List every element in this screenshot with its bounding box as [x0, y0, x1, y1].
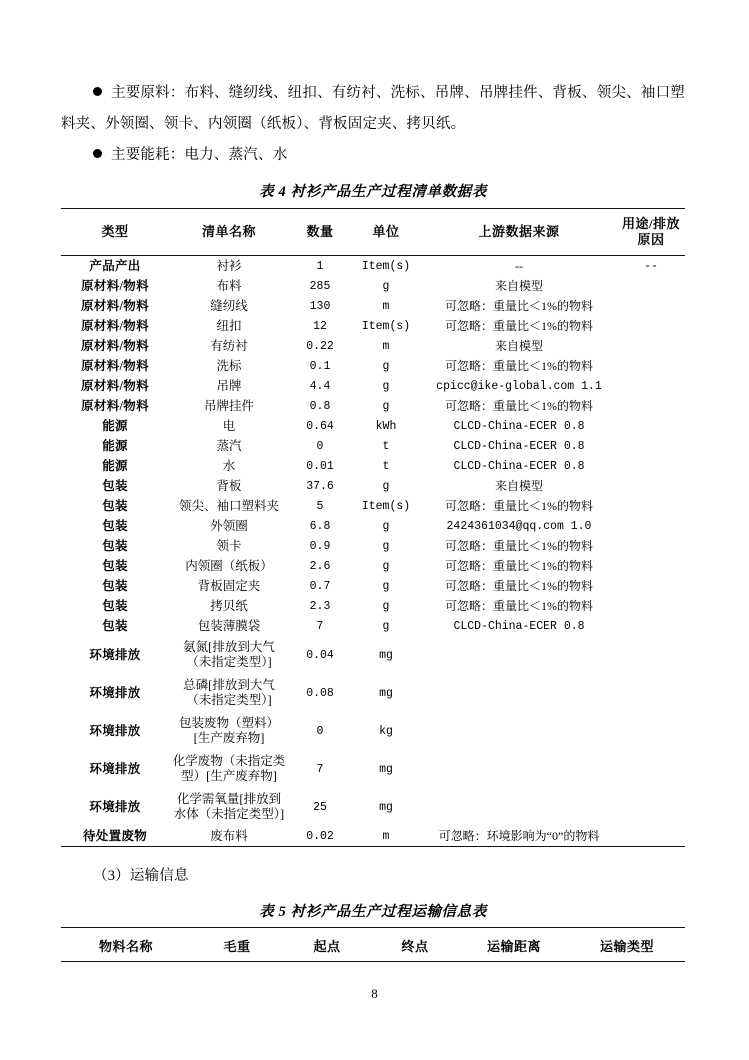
cell-source	[421, 712, 617, 750]
cell-inventory-name: 水	[222, 458, 236, 473]
cell-unit: mg	[379, 648, 393, 662]
cell-type: 包装	[102, 538, 128, 553]
cell-quantity: 0	[316, 724, 324, 738]
cell-quantity: 0.9	[309, 539, 331, 553]
cell-quantity: 0.7	[309, 579, 331, 593]
cell-unit: m	[382, 299, 390, 313]
cell-inventory-name: 化学废物（未指定类型）[生产废弃物]	[172, 754, 286, 783]
table-row	[61, 376, 685, 396]
cell-quantity: 6.8	[309, 519, 331, 533]
cell-unit: m	[382, 339, 390, 353]
cell-unit: kWh	[375, 419, 397, 433]
cell-source: 可忽略：重量比＜1%的物料	[445, 398, 593, 413]
cell-unit: g	[382, 519, 390, 533]
cell-unit: g	[382, 279, 390, 293]
table-row	[61, 826, 685, 847]
table-row	[61, 750, 685, 788]
header-source: 上游数据来源	[478, 224, 560, 239]
cell-source: 来自模型	[494, 278, 543, 293]
cell-type: 能源	[102, 458, 128, 473]
table5-header-4: 运输距离	[486, 939, 541, 954]
cell-usage-reason	[617, 516, 685, 536]
cell-source: 可忽略：重量比＜1%的物料	[445, 598, 593, 613]
table5-header-row	[61, 930, 685, 962]
table-row	[61, 616, 685, 636]
table-row	[61, 296, 685, 316]
rule-line	[61, 847, 685, 848]
transport-info-table	[61, 927, 685, 964]
cell-type: 环境排放	[89, 723, 141, 738]
cell-inventory-name: 蒸汽	[216, 438, 242, 453]
table-row	[61, 316, 685, 336]
cell-type: 包装	[102, 478, 128, 493]
cell-unit: t	[382, 439, 390, 453]
cell-unit: g	[382, 599, 390, 613]
cell-type: 能源	[102, 418, 128, 433]
cell-usage-reason	[617, 316, 685, 336]
cell-usage-reason	[617, 596, 685, 616]
cell-inventory-name: 电	[222, 418, 236, 433]
cell-quantity: 2.6	[309, 559, 331, 573]
cell-unit: m	[382, 829, 390, 843]
table-row	[61, 256, 685, 276]
cell-source: cpicc@ike-global.com 1.1	[436, 379, 602, 393]
section-label-transport: （3）运输信息	[93, 868, 189, 884]
cell-quantity: 7	[316, 762, 324, 776]
cell-usage-reason	[617, 416, 685, 436]
bullet-text-materials: 主要原料：布料、缝纫线、纽扣、有纺衬、洗标、吊牌、吊牌挂件、背板、领尖、袖口塑料夹、外领圈、领卡、内领圈（纸板）、背板固定夹、拷贝纸。	[61, 85, 685, 132]
cell-usage-reason	[617, 826, 685, 847]
cell-type: 原材料/物料	[81, 278, 149, 293]
cell-type: 包装	[102, 518, 128, 533]
cell-inventory-name: 吊牌	[216, 378, 242, 393]
cell-source: 可忽略：环境影响为“0”的物料	[438, 828, 600, 843]
bullet-dot-icon	[93, 149, 102, 158]
cell-usage-reason	[617, 536, 685, 556]
table-row	[61, 636, 685, 674]
rule-line	[61, 962, 685, 965]
cell-usage-reason	[617, 396, 685, 416]
cell-inventory-name: 废布料	[210, 828, 248, 843]
cell-source: 可忽略：重量比＜1%的物料	[445, 538, 593, 553]
cell-type: 原材料/物料	[81, 378, 149, 393]
cell-inventory-name: 吊牌挂件	[203, 398, 254, 413]
cell-quantity: 0.1	[309, 359, 331, 373]
cell-source: 可忽略：重量比＜1%的物料	[445, 318, 593, 333]
bullet-dot-icon	[93, 87, 102, 96]
cell-usage-reason	[617, 436, 685, 456]
table-row	[61, 356, 685, 376]
cell-unit: g	[382, 559, 390, 573]
page-number: 8	[371, 986, 378, 1001]
cell-quantity: 0.8	[309, 399, 331, 413]
cell-quantity: 0.01	[306, 459, 334, 473]
cell-usage-reason	[617, 636, 685, 674]
table5-head	[61, 928, 685, 965]
cell-unit: mg	[379, 762, 393, 776]
cell-quantity: 0.02	[306, 829, 334, 843]
cell-quantity: 2.3	[309, 599, 331, 613]
cell-type: 待处置废物	[82, 828, 147, 843]
table-row	[61, 336, 685, 356]
cell-inventory-name: 化学需氧量[排放到水体（未指定类型）]	[173, 792, 285, 821]
cell-unit: g	[382, 619, 390, 633]
cell-inventory-name: 纽扣	[216, 318, 242, 333]
table4-header-row	[61, 209, 685, 256]
cell-type: 包装	[102, 598, 128, 613]
cell-source: 可忽略：重量比＜1%的物料	[445, 298, 593, 313]
cell-source	[421, 636, 617, 674]
table4-caption: 表 4 衬衫产品生产过程清单数据表	[259, 184, 487, 200]
cell-inventory-name: 布料	[216, 278, 242, 293]
table5-header-1: 毛重	[223, 939, 251, 954]
cell-quantity: 4.4	[309, 379, 331, 393]
inventory-data-table	[61, 208, 685, 847]
header-usage-reason	[617, 209, 685, 256]
table-row	[61, 576, 685, 596]
cell-type: 包装	[102, 498, 128, 513]
page-content	[61, 78, 685, 964]
cell-inventory-name: 衬衫	[216, 258, 242, 273]
cell-type: 产品产出	[89, 258, 141, 273]
cell-quantity: 0.04	[306, 648, 334, 662]
cell-source	[421, 674, 617, 712]
cell-unit: mg	[379, 800, 393, 814]
cell-unit: g	[382, 479, 390, 493]
cell-unit: g	[382, 379, 390, 393]
cell-unit: mg	[379, 686, 393, 700]
table5-header-2: 起点	[313, 939, 341, 954]
cell-inventory-name: 背板	[216, 478, 242, 493]
cell-usage-reason	[617, 750, 685, 788]
cell-source: CLCD-China-ECER 0.8	[453, 619, 585, 633]
cell-inventory-name: 包装薄膜袋	[197, 618, 261, 633]
cell-quantity: 12	[313, 319, 327, 333]
cell-source: 可忽略：重量比＜1%的物料	[445, 558, 593, 573]
table-row	[61, 516, 685, 536]
cell-type: 原材料/物料	[81, 338, 149, 353]
cell-unit: g	[382, 539, 390, 553]
cell-usage-reason	[617, 616, 685, 636]
table5-header-0: 物料名称	[98, 939, 153, 954]
cell-inventory-name: 背板固定夹	[197, 578, 261, 593]
table-row	[61, 596, 685, 616]
cell-unit: t	[382, 459, 390, 473]
cell-type: 环境排放	[89, 685, 141, 700]
cell-quantity: 37.6	[306, 479, 334, 493]
cell-source: 来自模型	[494, 478, 543, 493]
header-name: 清单名称	[201, 224, 256, 239]
table4-body	[61, 256, 685, 847]
table5-header-rule	[61, 962, 685, 965]
table-row	[61, 396, 685, 416]
table-row	[61, 556, 685, 576]
header-quantity: 数量	[306, 224, 334, 239]
header-type: 类型	[101, 224, 129, 239]
cell-quantity: 130	[309, 299, 331, 313]
cell-unit: g	[382, 579, 390, 593]
cell-source	[421, 788, 617, 826]
cell-inventory-name: 内领圈（纸板）	[185, 558, 273, 573]
cell-type: 环境排放	[89, 799, 141, 814]
cell-source: 来自模型	[494, 338, 543, 353]
cell-source: CLCD-China-ECER 0.8	[453, 419, 585, 433]
cell-unit: kg	[379, 724, 393, 738]
cell-inventory-name: 氨氮[排放到大气（未指定类型）]	[183, 640, 275, 669]
cell-type: 环境排放	[89, 761, 141, 776]
cell-usage-reason	[617, 336, 685, 356]
table-row	[61, 276, 685, 296]
cell-inventory-name: 总磷[排放到大气（未指定类型）]	[183, 678, 275, 707]
cell-source: 可忽略：重量比＜1%的物料	[445, 358, 593, 373]
cell-unit: Item(s)	[361, 259, 411, 273]
table-row	[61, 788, 685, 826]
bullet-paragraph-materials	[61, 78, 685, 140]
cell-usage-reason	[617, 674, 685, 712]
cell-unit: g	[382, 359, 390, 373]
table5-header-5: 运输类型	[600, 939, 655, 954]
cell-usage-reason	[617, 276, 685, 296]
header-usage-line1: 用途/排放	[621, 216, 681, 231]
cell-type: 能源	[102, 438, 128, 453]
cell-source	[421, 750, 617, 788]
cell-quantity: 0.22	[306, 339, 334, 353]
cell-source: 2424361034@qq.com 1.0	[446, 519, 592, 533]
cell-type: 包装	[102, 558, 128, 573]
cell-usage-reason	[617, 456, 685, 476]
cell-type: 包装	[102, 578, 128, 593]
cell-usage-reason	[617, 576, 685, 596]
cell-inventory-name: 有纺衬	[210, 338, 248, 353]
table4-foot	[61, 847, 685, 848]
table-row	[61, 436, 685, 456]
cell-quantity: 7	[316, 619, 324, 633]
cell-usage-reason	[617, 296, 685, 316]
cell-inventory-name: 领卡	[216, 538, 242, 553]
cell-usage-reason	[617, 376, 685, 396]
cell-quantity: 0	[316, 439, 324, 453]
cell-inventory-name: 领尖、袖口塑料夹	[178, 498, 279, 513]
cell-quantity: 25	[313, 800, 327, 814]
cell-usage-reason	[617, 788, 685, 826]
cell-usage-reason	[617, 496, 685, 516]
cell-quantity: 0.08	[306, 686, 334, 700]
table5-caption: 表 5 衬衫产品生产过程运输信息表	[259, 904, 487, 920]
cell-inventory-name: 缝纫线	[210, 298, 248, 313]
cell-usage-reason	[617, 712, 685, 750]
cell-type: 原材料/物料	[81, 298, 149, 313]
cell-unit: Item(s)	[361, 499, 411, 513]
cell-inventory-name: 拷贝纸	[210, 598, 248, 613]
cell-source: 可忽略：重量比＜1%的物料	[445, 498, 593, 513]
cell-quantity: 285	[309, 279, 331, 293]
bullet-paragraph-energy	[61, 140, 685, 171]
cell-unit: g	[382, 399, 390, 413]
table4-bottom-rule	[61, 847, 685, 848]
cell-type: 包装	[102, 618, 128, 633]
cell-type: 原材料/物料	[81, 358, 149, 373]
header-unit: 单位	[372, 224, 400, 239]
cell-usage-reason	[617, 356, 685, 376]
table-row	[61, 536, 685, 556]
cell-source: 可忽略：重量比＜1%的物料	[445, 578, 593, 593]
table-row	[61, 674, 685, 712]
table-row	[61, 456, 685, 476]
cell-unit: Item(s)	[361, 319, 411, 333]
cell-inventory-name: 包装废物（塑料）[生产废弃物]	[178, 716, 279, 745]
cell-type: 环境排放	[89, 647, 141, 662]
cell-type: 原材料/物料	[81, 398, 149, 413]
cell-usage-reason	[617, 556, 685, 576]
header-usage-line2: 原因	[637, 232, 665, 247]
table5-header-3: 终点	[401, 939, 429, 954]
cell-quantity: 5	[316, 499, 324, 513]
table4-head	[61, 209, 685, 257]
cell-usage-reason	[617, 476, 685, 496]
cell-inventory-name: 外领圈	[210, 518, 248, 533]
table-row	[61, 496, 685, 516]
cell-quantity: 0.64	[306, 419, 334, 433]
bullet-text-energy: 主要能耗：电力、蒸汽、水	[111, 147, 288, 163]
cell-source: CLCD-China-ECER 0.8	[453, 459, 585, 473]
table-row	[61, 712, 685, 750]
cell-source: --	[515, 258, 523, 273]
cell-inventory-name: 洗标	[216, 358, 242, 373]
table-row	[61, 416, 685, 436]
table-row	[61, 476, 685, 496]
cell-type: 原材料/物料	[81, 318, 149, 333]
cell-quantity: 1	[316, 259, 324, 273]
cell-usage-reason: --	[644, 259, 658, 273]
cell-source: CLCD-China-ECER 0.8	[453, 439, 585, 453]
